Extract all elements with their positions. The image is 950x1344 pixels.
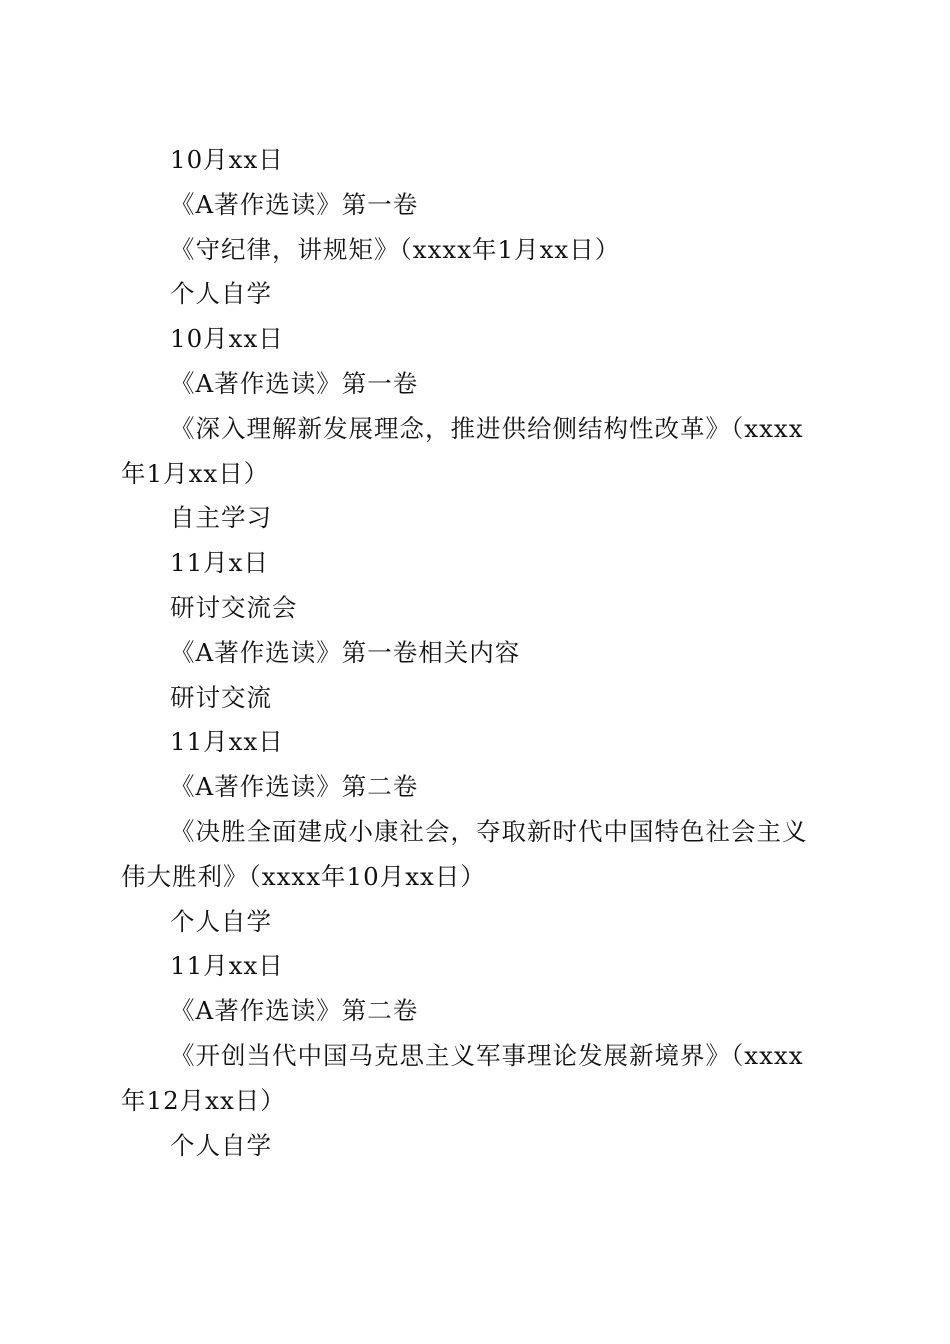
paragraph-date-5: 11月xx日 bbox=[170, 951, 284, 981]
paragraph-book-2: 《A著作选读》第一卷 bbox=[170, 368, 419, 398]
paragraph-date-4: 11月xx日 bbox=[170, 727, 284, 757]
paragraph-article-5: 《开创当代中国马克思主义军事理论发展新境界》（xxxx年12月xx日） bbox=[121, 1040, 804, 1115]
paragraph-article-2: 《深入理解新发展理念，推进供给侧结构性改革》（xxxx年1月xx日） bbox=[121, 413, 804, 488]
paragraph-book-4: 《A著作选读》第二卷 bbox=[170, 772, 419, 802]
paragraph-method-3: 研讨交流 bbox=[170, 682, 272, 712]
paragraph-book-1: 《A著作选读》第一卷 bbox=[170, 189, 419, 219]
paragraph-method-5: 个人自学 bbox=[170, 1130, 272, 1160]
paragraph-method-4: 个人自学 bbox=[170, 906, 272, 936]
paragraph-book-5: 《A著作选读》第二卷 bbox=[170, 996, 419, 1026]
document-body bbox=[121, 138, 829, 1168]
paragraph-event-3: 研讨交流会 bbox=[170, 592, 298, 622]
paragraph-date-3: 11月x日 bbox=[170, 548, 269, 578]
paragraph-article-1: 《守纪律，讲规矩》（xxxx年1月xx日） bbox=[170, 234, 621, 264]
paragraph-method-2: 自主学习 bbox=[170, 503, 272, 533]
paragraph-book-3: 《A著作选读》第一卷相关内容 bbox=[170, 637, 521, 667]
paragraph-article-4: 《决胜全面建成小康社会，夺取新时代中国特色社会主义伟大胜利》（xxxx年10月xx日） bbox=[121, 816, 808, 891]
paragraph-date-2: 10月xx日 bbox=[170, 324, 284, 354]
paragraph-method-1: 个人自学 bbox=[170, 279, 272, 309]
paragraph-date-1: 10月xx日 bbox=[170, 145, 284, 174]
